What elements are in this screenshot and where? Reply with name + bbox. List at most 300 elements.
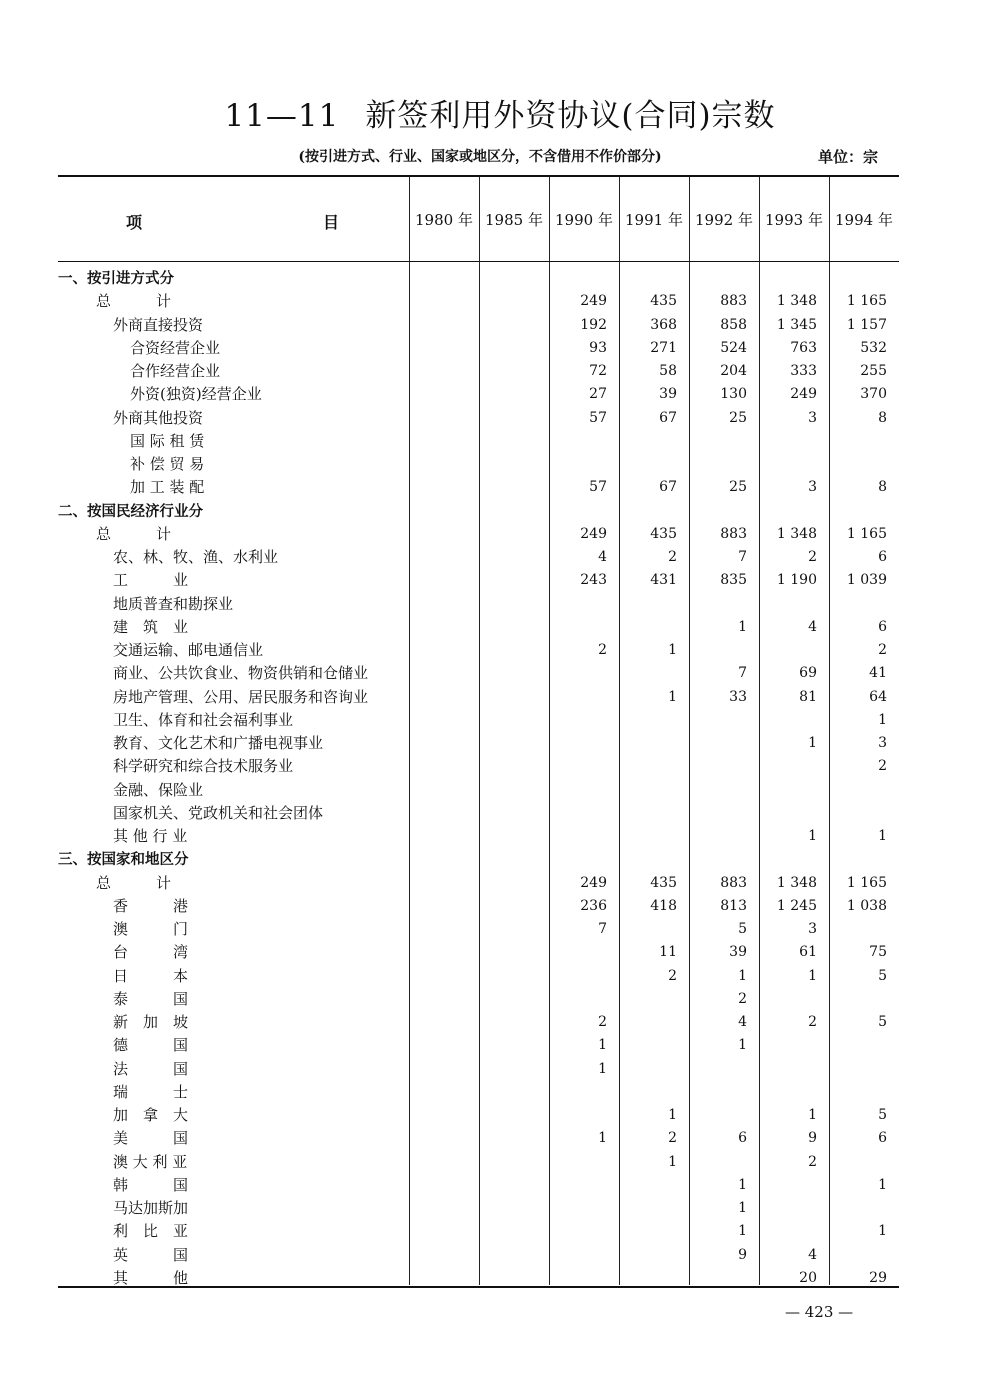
- cell-value: 57: [589, 409, 607, 426]
- cell-value: [481, 686, 537, 709]
- cell-value: 1: [738, 618, 747, 635]
- year-header: 1985 年: [485, 211, 543, 229]
- cell-value: 2: [878, 758, 887, 775]
- cell-value: 5: [878, 1014, 887, 1030]
- cell-value: [411, 1081, 467, 1104]
- cell-value: 69: [799, 665, 817, 682]
- table-row: [58, 616, 899, 639]
- cell-value: [481, 546, 537, 569]
- cell-value: [481, 1104, 537, 1127]
- cell-value: [551, 779, 607, 802]
- cell-value: [411, 383, 467, 406]
- cell-value: [761, 1081, 817, 1104]
- row-label: 马达加斯加: [113, 1199, 189, 1217]
- cell-value: 1: [878, 828, 887, 844]
- cell-value: [411, 1151, 467, 1174]
- cell-value: 11: [659, 944, 677, 961]
- cell-value: [621, 1011, 677, 1034]
- cell-value: 58: [659, 363, 677, 379]
- cell-value: 67: [659, 479, 677, 496]
- row-label: 利 比 亚: [113, 1222, 189, 1241]
- table-subtitle: (按引进方式、行业、国家或地区分，不含借用不作价部分): [298, 149, 662, 165]
- cell-value: 2: [808, 549, 817, 565]
- cell-value: [551, 686, 607, 709]
- cell-value: [411, 965, 467, 988]
- table-row: [58, 1081, 899, 1104]
- cell-value: [481, 755, 537, 778]
- cell-value: [621, 662, 677, 685]
- cell-value: 2: [738, 990, 747, 1007]
- table-row: [58, 686, 899, 709]
- row-label: 房地产管理、公用、居民服务和咨询业: [113, 687, 369, 706]
- cell-value: 20: [799, 1269, 817, 1286]
- cell-value: [621, 1267, 677, 1290]
- cell-value: [621, 1197, 677, 1220]
- cell-value: [551, 755, 607, 778]
- cell-value: 236: [580, 897, 607, 914]
- cell-value: [411, 337, 467, 360]
- cell-value: [481, 941, 537, 964]
- row-label: 总 计: [96, 292, 172, 311]
- row-label: 德 国: [113, 1036, 189, 1055]
- cell-value: 1: [808, 828, 817, 844]
- table-row: [58, 802, 899, 825]
- cell-value: 1 165: [846, 293, 887, 310]
- cell-value: [761, 267, 817, 290]
- table-row: [58, 430, 899, 453]
- cell-value: [411, 1220, 467, 1243]
- cell-value: 2: [668, 1130, 677, 1147]
- table-row: [58, 1174, 899, 1197]
- cell-value: 75: [869, 944, 887, 961]
- cell-value: [761, 453, 817, 476]
- cell-value: [551, 732, 607, 755]
- cell-value: [481, 709, 537, 732]
- table-row: [58, 546, 899, 569]
- cell-value: [481, 1244, 537, 1267]
- table-row: [58, 1220, 899, 1243]
- cell-value: [621, 825, 677, 848]
- cell-value: [831, 1151, 887, 1174]
- cell-value: [831, 1197, 887, 1220]
- cell-value: [621, 1058, 677, 1081]
- cell-value: 1 038: [846, 897, 887, 914]
- cell-value: 1 165: [846, 525, 887, 542]
- cell-value: [551, 1220, 607, 1243]
- cell-value: [481, 1034, 537, 1057]
- table-row: [58, 290, 899, 313]
- table-row: [58, 709, 899, 732]
- cell-value: [691, 779, 747, 802]
- cell-value: 2: [808, 1153, 817, 1170]
- table-row: [58, 1034, 899, 1057]
- cell-value: [411, 453, 467, 476]
- row-label: 金融、保险业: [113, 780, 204, 799]
- cell-value: [621, 453, 677, 476]
- cell-value: [411, 430, 467, 453]
- cell-value: [411, 290, 467, 313]
- cell-value: [761, 988, 817, 1011]
- cell-value: 1: [738, 1176, 747, 1193]
- row-label: 澳 大 利 亚: [113, 1152, 188, 1171]
- cell-value: [691, 1058, 747, 1081]
- cell-value: [411, 732, 467, 755]
- cell-value: [761, 430, 817, 453]
- table-row: [58, 732, 899, 755]
- cell-value: [551, 1081, 607, 1104]
- row-label: 加 拿 大: [113, 1106, 189, 1124]
- cell-value: [411, 895, 467, 918]
- cell-value: [761, 802, 817, 825]
- table-row: [58, 825, 899, 848]
- cell-value: 2: [668, 967, 677, 984]
- row-label: 其 他: [113, 1268, 189, 1287]
- cell-value: [411, 1104, 467, 1127]
- cell-value: [621, 500, 677, 523]
- page-number: — 423 —: [785, 1303, 854, 1321]
- cell-value: [411, 709, 467, 732]
- cell-value: 255: [860, 363, 887, 379]
- cell-value: [411, 802, 467, 825]
- table-row: [58, 1104, 899, 1127]
- cell-value: [551, 453, 607, 476]
- table-row: [58, 1244, 899, 1267]
- cell-value: [831, 988, 887, 1011]
- table-title: 新签利用外资协议(合同)宗数: [365, 98, 776, 134]
- cell-value: 4: [808, 1246, 817, 1263]
- row-label: 外商直接投资: [113, 315, 204, 334]
- cell-value: [481, 848, 537, 871]
- cell-value: 6: [738, 1130, 747, 1147]
- cell-value: [411, 1197, 467, 1220]
- cell-value: 249: [790, 386, 817, 403]
- cell-value: 813: [720, 897, 747, 914]
- cell-value: [831, 430, 887, 453]
- cell-value: [551, 988, 607, 1011]
- table-row: [58, 383, 899, 406]
- cell-value: 204: [720, 363, 747, 379]
- cell-value: [481, 779, 537, 802]
- cell-value: 1 348: [776, 525, 817, 542]
- cell-value: [411, 1127, 467, 1150]
- cell-value: [551, 616, 607, 639]
- cell-value: [691, 825, 747, 848]
- cell-value: [411, 872, 467, 895]
- row-label: 交通运输、邮电通信业: [113, 641, 264, 659]
- year-header: 1980 年: [415, 211, 473, 229]
- cell-value: [691, 755, 747, 778]
- cell-value: 3: [878, 735, 887, 751]
- row-label: 韩 国: [113, 1175, 189, 1194]
- row-label: 瑞 士: [113, 1082, 189, 1101]
- cell-value: [411, 1174, 467, 1197]
- cell-value: 431: [650, 572, 677, 589]
- row-label: 总 计: [96, 524, 172, 543]
- cell-value: [691, 709, 747, 732]
- cell-value: 3: [808, 479, 817, 496]
- cell-value: 57: [589, 479, 607, 496]
- cell-value: 524: [720, 339, 747, 356]
- table-row: [58, 639, 899, 662]
- cell-value: [621, 732, 677, 755]
- row-label: 合作经营企业: [130, 362, 221, 380]
- row-label: 国家机关、党政机关和社会团体: [113, 803, 324, 822]
- cell-value: [551, 1267, 607, 1290]
- cell-value: 243: [580, 572, 607, 589]
- row-label: 总 计: [96, 873, 172, 892]
- cell-value: 763: [790, 339, 817, 356]
- unit-label: 单位：宗: [818, 148, 879, 166]
- cell-value: 39: [659, 386, 677, 403]
- cell-value: [691, 500, 747, 523]
- cell-value: [691, 1081, 747, 1104]
- cell-value: [761, 709, 817, 732]
- cell-value: [551, 1104, 607, 1127]
- cell-value: [551, 709, 607, 732]
- cell-value: [691, 802, 747, 825]
- cell-value: [481, 1174, 537, 1197]
- row-label: 卫生、体育和社会福利事业: [113, 710, 294, 729]
- section-label: 一、按引进方式分: [58, 270, 174, 287]
- cell-value: 7: [738, 549, 747, 565]
- cell-value: [621, 709, 677, 732]
- cell-value: [551, 1244, 607, 1267]
- table-row: [58, 965, 899, 988]
- cell-value: 2: [668, 549, 677, 565]
- table-row: [58, 1197, 899, 1220]
- cell-value: [411, 569, 467, 592]
- cell-value: 67: [659, 409, 677, 426]
- cell-value: 1: [878, 1223, 887, 1240]
- cell-value: 6: [878, 549, 887, 565]
- cell-value: 1: [598, 1130, 607, 1147]
- cell-value: [481, 593, 537, 616]
- cell-value: [761, 1197, 817, 1220]
- header-item-left: 项: [126, 213, 143, 232]
- cell-value: 1: [878, 711, 887, 728]
- cell-value: 249: [580, 525, 607, 542]
- year-header: 1992 年: [695, 211, 753, 229]
- cell-value: [551, 1174, 607, 1197]
- section-label: 二、按国民经济行业分: [58, 502, 203, 520]
- cell-value: [621, 802, 677, 825]
- cell-value: [411, 314, 467, 337]
- cell-value: [551, 941, 607, 964]
- cell-value: [621, 1244, 677, 1267]
- cell-value: 1: [808, 1107, 817, 1123]
- row-label: 科学研究和综合技术服务业: [113, 757, 294, 776]
- cell-value: [411, 267, 467, 290]
- cell-value: [481, 825, 537, 848]
- cell-value: 8: [878, 409, 887, 426]
- cell-value: 6: [878, 1130, 887, 1147]
- table-row: [58, 523, 899, 546]
- cell-value: 41: [869, 665, 887, 682]
- cell-value: [621, 430, 677, 453]
- cell-value: 1: [668, 1153, 677, 1170]
- cell-value: [551, 662, 607, 685]
- cell-value: [831, 267, 887, 290]
- cell-value: [831, 453, 887, 476]
- header-item-right: 目: [323, 213, 340, 232]
- cell-value: [411, 988, 467, 1011]
- row-label: 其 他 行 业: [113, 827, 188, 845]
- cell-value: [411, 616, 467, 639]
- cell-value: [481, 500, 537, 523]
- cell-value: [621, 848, 677, 871]
- cell-value: [831, 1081, 887, 1104]
- table-row: [58, 569, 899, 592]
- cell-value: 1 348: [776, 874, 817, 891]
- table-row: [58, 895, 899, 918]
- cell-value: [761, 639, 817, 662]
- cell-value: [831, 779, 887, 802]
- cell-value: 64: [869, 688, 887, 705]
- cell-value: 1: [738, 967, 747, 984]
- table-row: [58, 1151, 899, 1174]
- section-row: [58, 500, 899, 523]
- cell-value: 4: [808, 618, 817, 635]
- row-label: 农、林、牧、渔、水利业: [113, 548, 279, 566]
- cell-value: 418: [650, 897, 677, 914]
- row-label: 合资经营企业: [130, 338, 221, 357]
- row-label: 香 港: [113, 896, 189, 915]
- cell-value: [411, 1058, 467, 1081]
- cell-value: [411, 848, 467, 871]
- row-label: 澳 门: [113, 920, 189, 938]
- cell-value: [481, 1081, 537, 1104]
- section-row: [58, 848, 899, 871]
- cell-value: 532: [860, 339, 887, 356]
- cell-value: 192: [580, 316, 607, 333]
- cell-value: 61: [799, 944, 817, 961]
- cell-value: [761, 755, 817, 778]
- table-row: [58, 593, 899, 616]
- cell-value: 5: [878, 967, 887, 984]
- cell-value: [831, 802, 887, 825]
- cell-value: [411, 1244, 467, 1267]
- cell-value: [621, 593, 677, 616]
- cell-value: [761, 500, 817, 523]
- cell-value: [691, 430, 747, 453]
- cell-value: [481, 1011, 537, 1034]
- year-header: 1994 年: [835, 211, 893, 229]
- row-label: 台 湾: [113, 943, 189, 962]
- cell-value: 5: [738, 921, 747, 937]
- cell-value: [411, 639, 467, 662]
- cell-value: [481, 918, 537, 941]
- cell-value: [551, 1151, 607, 1174]
- cell-value: [621, 1220, 677, 1243]
- row-label: 国 际 租 赁: [130, 431, 205, 450]
- cell-value: [481, 732, 537, 755]
- cell-value: 2: [598, 642, 607, 658]
- cell-value: [621, 755, 677, 778]
- section-row: [58, 267, 899, 290]
- cell-value: [761, 1220, 817, 1243]
- year-header: 1990 年: [555, 211, 613, 229]
- table-row: [58, 779, 899, 802]
- cell-value: 1 165: [846, 874, 887, 891]
- page-title: [0, 90, 1000, 140]
- table-row: [58, 662, 899, 685]
- cell-value: 3: [808, 921, 817, 937]
- cell-value: [481, 662, 537, 685]
- row-label: 教育、文化艺术和广播电视事业: [113, 734, 324, 752]
- row-label: 外商其他投资: [113, 408, 204, 427]
- cell-value: 1 157: [846, 316, 887, 333]
- cell-value: [831, 848, 887, 871]
- cell-value: 1: [738, 1037, 747, 1054]
- row-label: 建 筑 业: [113, 617, 189, 636]
- cell-value: 1: [878, 1176, 887, 1193]
- cell-value: [621, 1081, 677, 1104]
- cell-value: [481, 1267, 537, 1290]
- table-row: [58, 1267, 899, 1290]
- cell-value: [481, 523, 537, 546]
- section-label: 三、按国家和地区分: [58, 851, 189, 869]
- cell-value: 435: [650, 874, 677, 891]
- cell-value: [551, 965, 607, 988]
- table-row: [58, 314, 899, 337]
- cell-value: 1: [808, 967, 817, 984]
- cell-value: 93: [589, 339, 607, 356]
- cell-value: 2: [598, 1014, 607, 1030]
- cell-value: [831, 1034, 887, 1057]
- cell-value: [411, 523, 467, 546]
- cell-value: [411, 918, 467, 941]
- cell-value: [411, 686, 467, 709]
- cell-value: [831, 593, 887, 616]
- cell-value: [551, 1197, 607, 1220]
- cell-value: [481, 895, 537, 918]
- cell-value: [481, 360, 537, 383]
- cell-value: [761, 779, 817, 802]
- cell-value: 271: [650, 339, 677, 356]
- cell-value: [481, 453, 537, 476]
- cell-value: 4: [598, 549, 607, 565]
- cell-value: 8: [878, 479, 887, 496]
- cell-value: [481, 988, 537, 1011]
- cell-value: [481, 965, 537, 988]
- cell-value: [761, 848, 817, 871]
- cell-value: 1 345: [776, 316, 817, 333]
- cell-value: [481, 569, 537, 592]
- cell-value: [621, 616, 677, 639]
- table-row: [58, 755, 899, 778]
- cell-value: 25: [729, 479, 747, 496]
- cell-value: [691, 1151, 747, 1174]
- cell-value: [481, 1058, 537, 1081]
- cell-value: 5: [878, 1107, 887, 1123]
- table-row: [58, 453, 899, 476]
- cell-value: [551, 500, 607, 523]
- cell-value: 4: [738, 1014, 747, 1030]
- cell-value: 130: [720, 386, 747, 403]
- cell-value: [551, 430, 607, 453]
- cell-value: [551, 802, 607, 825]
- cell-value: [411, 407, 467, 430]
- cell-value: [481, 802, 537, 825]
- cell-value: [831, 1058, 887, 1081]
- cell-value: [551, 825, 607, 848]
- row-label: 工 业: [113, 571, 189, 590]
- cell-value: [691, 639, 747, 662]
- table-row: [58, 1127, 899, 1150]
- cell-value: 883: [720, 293, 747, 310]
- cell-value: [831, 918, 887, 941]
- table-row: [58, 360, 899, 383]
